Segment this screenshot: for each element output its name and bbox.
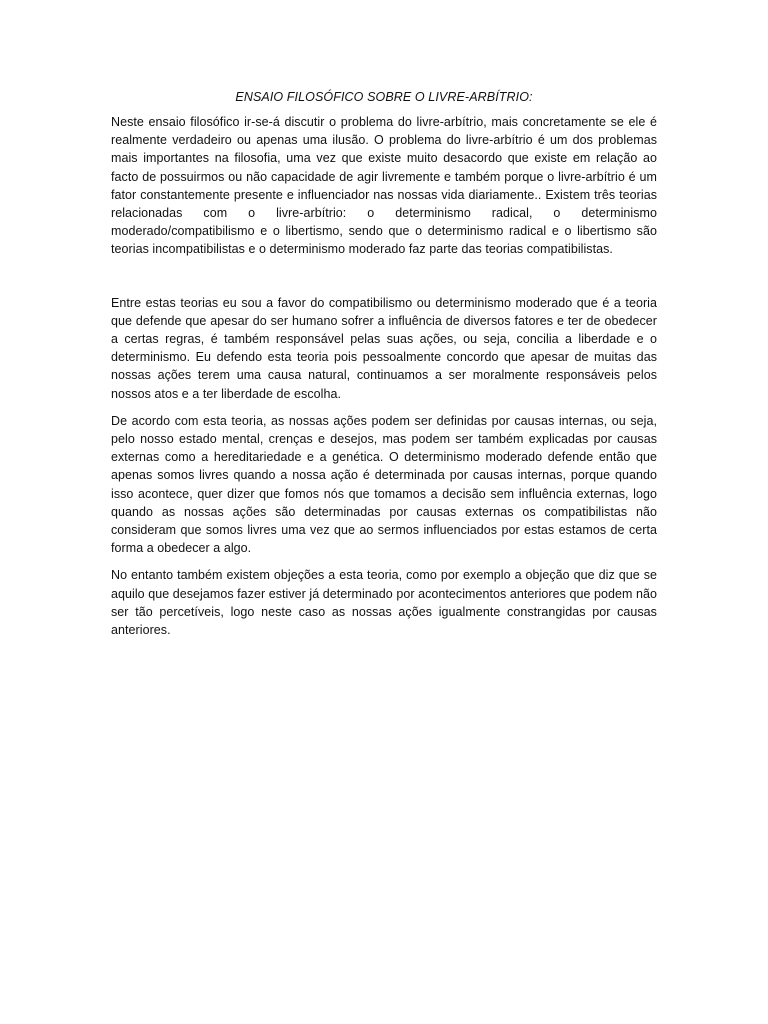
document-page — [111, 88, 657, 648]
paragraph-introduction: Neste ensaio filosófico ir-se-á discutir o problema do livre-arbítrio, mais concretamente se ele é realmente verdadeiro ou apenas uma ilusão. O problema do livre-arbítrio é um dos problemas mais importantes na filosofia, uma vez que existe muito desacordo que existe em relação ao facto de possuirmos ou não capacidade de agir livremente e também porque o livre-arbítrio é um fator constantemente presente e influenciador nas nossas vida diariamente.. Existem três teorias relacionadas com o livre-arbítrio: o determinismo radical, o determinismo moderado/compatibilismo e o libertismo, sendo que o determinismo radical e o libertismo são teorias incompatibilistas e o determinismo moderado faz parte das teorias compatibilistas. — [111, 115, 657, 257]
paragraph-objections: No entanto também existem objeções a esta teoria, como por exemplo a objeção que diz que se aquilo que desejamos fazer estiver já determinado por acontecimentos anteriores que podem não ser tão percetíveis, logo neste caso as nossas ações igualmente constrangidas por causas anteriores. — [111, 568, 657, 638]
essay-title: ENSAIO FILOSÓFICO SOBRE O LIVRE-ARBÍTRIO: — [235, 90, 533, 104]
paragraph-theory-explanation: De acordo com esta teoria, as nossas ações podem ser definidas por causas internas, ou seja, pelo nosso estado mental, crenças e desejos, mas podem ser também explicadas por causas externas como a hereditariedade e a genética. O determinismo moderado defende então que apenas somos livres quando a nossa ação é determinada por causas internas, porque quando isso acontece, quer dizer que fomos nós que tomamos a decisão sem influência externas, logo quando as nossas ações são determinadas por causas externas os compatibilistas não consideram que somos livres uma vez que ao sermos influenciados por estas estamos de certa forma a obedecer a algo. — [111, 413, 657, 556]
paragraph-position: Entre estas teorias eu sou a favor do compatibilismo ou determinismo moderado que é a teoria que defende que apesar do ser humano sofrer a influência de diversos fatores e ter de obedecer a certas regras, é também responsável pelas suas ações, ou seja, concilia a liberdade e o determinismo. Eu defendo esta teoria pois pessoalmente concordo que apesar de muitas das nossas ações terem uma causa natural, continuamos a ser moralmente responsáveis pelos nossos atos e a ter liberdade de escolha. — [111, 295, 657, 401]
